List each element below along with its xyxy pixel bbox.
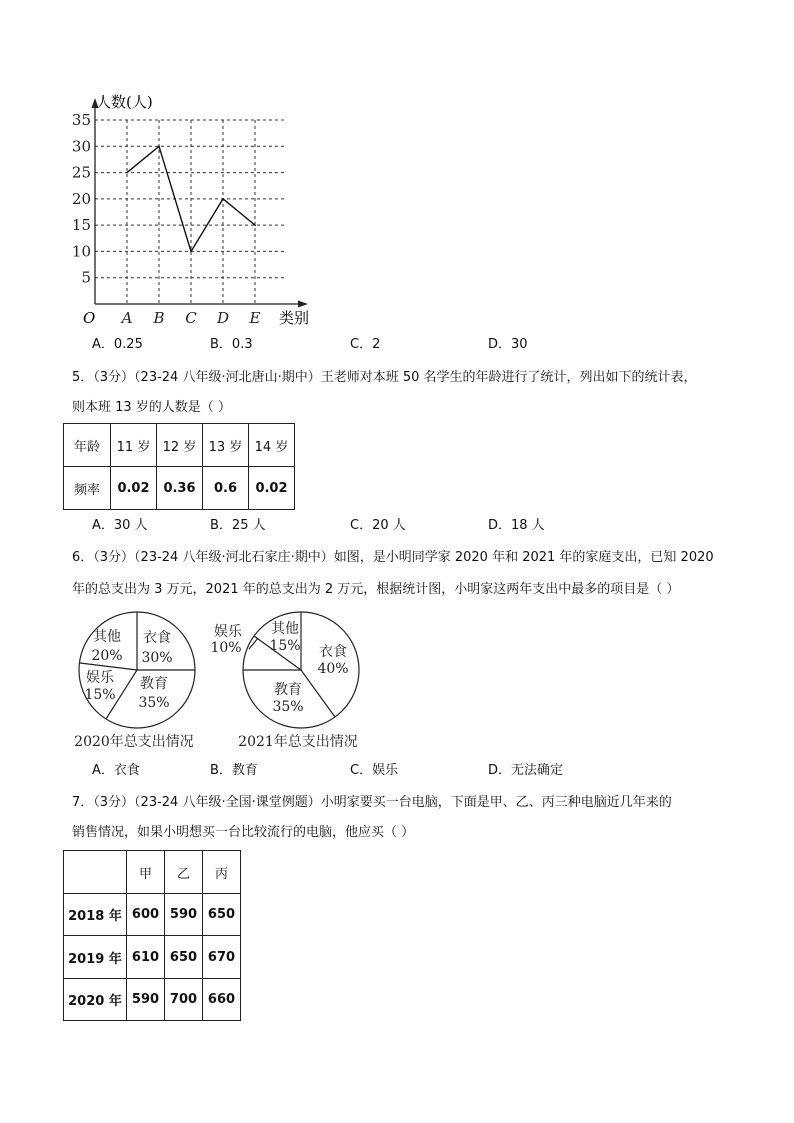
q5-option-d[interactable]: D．18 人 bbox=[488, 518, 545, 533]
x-tick-label: D bbox=[216, 309, 230, 327]
x-tick-label: E bbox=[249, 309, 261, 327]
q7-row-label: 2019 年 bbox=[64, 936, 127, 979]
q7-header-cell: 丙 bbox=[203, 851, 241, 894]
q7-cell: 700 bbox=[165, 979, 203, 1021]
chart-grid bbox=[95, 120, 287, 304]
pie-2020-pct-ent: 15% bbox=[84, 687, 116, 703]
data-point bbox=[190, 251, 192, 253]
pie-2020-divider bbox=[80, 663, 137, 670]
pie-2020-label-ent: 娱乐 bbox=[86, 670, 114, 686]
y-tick-label: 10 bbox=[71, 242, 91, 261]
y-tick-label: 15 bbox=[71, 216, 91, 235]
pie-2021-label-food: 衣食 bbox=[319, 644, 347, 660]
q5-cell: 0.6 bbox=[203, 467, 249, 510]
q5-header-cell: 13 岁 bbox=[203, 424, 249, 467]
data-point bbox=[222, 198, 224, 200]
q7-row-label: 2018 年 bbox=[64, 894, 127, 936]
pie-2021-divider bbox=[301, 670, 335, 717]
q5-header-cell: 12 岁 bbox=[157, 424, 203, 467]
q5-frequency-table bbox=[63, 423, 295, 510]
x-tick-label: A bbox=[121, 309, 133, 327]
q6-option-d[interactable]: D．无法确定 bbox=[488, 763, 564, 778]
q7-stem-line2: 销售情况，如果小明想买一台比较流行的电脑，他应买（ ） bbox=[72, 825, 415, 840]
q6-stem-line2: 年的总支出为 3 万元，2021 年的总支出为 2 万元，根据统计图，小明家这两年支出中最多的项目是（ ） bbox=[72, 582, 680, 597]
q6-option-c[interactable]: C．娱乐 bbox=[350, 763, 399, 778]
q7-cell: 650 bbox=[165, 936, 203, 979]
q5-cell: 0.02 bbox=[111, 467, 157, 510]
q5-header-cell: 11 岁 bbox=[111, 424, 157, 467]
line-chart bbox=[60, 88, 330, 333]
q4-option-b[interactable]: B．0.3 bbox=[210, 337, 253, 352]
q7-row-label: 2020 年 bbox=[64, 979, 127, 1021]
x-axis-label: 类别 bbox=[279, 309, 310, 327]
q7-sales-table bbox=[63, 850, 241, 1021]
q6-option-a[interactable]: A．衣食 bbox=[92, 763, 140, 778]
q7-stem-line1: 7．（3分）（23-24 八年级·全国·课堂例题）小明家要买一台电脑，下面是甲、乙、丙三种电脑近几年来的 bbox=[72, 795, 672, 810]
q7-cell: 600 bbox=[127, 894, 165, 936]
y-tick-label: 20 bbox=[71, 189, 91, 208]
pie-2020-pct-other: 20% bbox=[91, 648, 123, 664]
q7-header-cell bbox=[64, 851, 127, 894]
y-tick-label: 30 bbox=[71, 137, 91, 156]
q4-option-a[interactable]: A．0.25 bbox=[92, 337, 143, 352]
data-point bbox=[158, 145, 160, 147]
pie-2021-label-edu: 教育 bbox=[274, 682, 302, 698]
q5-option-b[interactable]: B．25 人 bbox=[210, 518, 266, 533]
q7-header-cell: 乙 bbox=[165, 851, 203, 894]
q4-option-d[interactable]: D．30 bbox=[488, 337, 528, 352]
pie-2021-label-other: 其他 bbox=[271, 621, 299, 637]
q7-cell: 610 bbox=[127, 936, 165, 979]
pie-2020-label-food: 衣食 bbox=[143, 630, 171, 646]
q7-cell: 650 bbox=[203, 894, 241, 936]
pie-2021-pct-ent: 10% bbox=[210, 640, 242, 656]
data-point bbox=[126, 172, 128, 174]
pie-2021-label-ent: 娱乐 bbox=[214, 624, 242, 640]
q6-stem-line1: 6．（3分）（23-24 八年级·河北石家庄·期中）如图，是小明同学家 2020 年和 2021 年的家庭支出，已知 2020 bbox=[72, 550, 714, 565]
chart-axes bbox=[92, 98, 309, 308]
y-tick-label: 5 bbox=[81, 268, 91, 287]
x-tick-label: C bbox=[185, 309, 197, 327]
pie-2020-label-edu: 教育 bbox=[140, 676, 168, 692]
q6-option-b[interactable]: B．教育 bbox=[210, 763, 258, 778]
q5-option-c[interactable]: C．20 人 bbox=[350, 518, 406, 533]
pie-2020-label-other: 其他 bbox=[93, 629, 121, 645]
x-tick-label: B bbox=[153, 309, 165, 327]
q5-stem-line2: 则本班 13 岁的人数是（ ） bbox=[72, 400, 231, 415]
pie-2021-pct-other: 15% bbox=[269, 638, 301, 654]
q7-cell: 670 bbox=[203, 936, 241, 979]
y-tick-label: 25 bbox=[71, 163, 91, 182]
q7-cell: 590 bbox=[127, 979, 165, 1021]
q5-stem-line1: 5．（3分）（23-24 八年级·河北唐山·期中）王老师对本班 50 名学生的年龄进行了统计，列出如下的统计表， bbox=[72, 370, 697, 385]
y-axis-label: 人数(人) bbox=[96, 93, 153, 111]
pie-2021-caption: 2021年总支出情况 bbox=[238, 734, 358, 750]
pie-2020-pct-edu: 35% bbox=[138, 695, 170, 711]
q5-row-label: 频率 bbox=[64, 467, 111, 510]
y-tick-label: 35 bbox=[71, 111, 91, 129]
pie-2021-pct-food: 40% bbox=[317, 661, 349, 677]
q5-option-a[interactable]: A．30 人 bbox=[92, 518, 148, 533]
q7-cell: 590 bbox=[165, 894, 203, 936]
q5-header-cell: 14 岁 bbox=[249, 424, 295, 467]
data-point bbox=[254, 224, 256, 226]
pie-2020-pct-food: 30% bbox=[141, 650, 173, 666]
pie-2021-pct-edu: 35% bbox=[272, 699, 304, 715]
q5-cell: 0.02 bbox=[249, 467, 295, 510]
pie-2020-caption: 2020年总支出情况 bbox=[74, 734, 194, 750]
x-axis-arrow bbox=[298, 301, 308, 308]
q5-cell: 0.36 bbox=[157, 467, 203, 510]
q4-option-c[interactable]: C．2 bbox=[350, 337, 381, 352]
pie-charts bbox=[60, 605, 380, 755]
q5-header-cell: 年龄 bbox=[64, 424, 111, 467]
pie-2021-leader bbox=[249, 638, 258, 649]
q7-cell: 660 bbox=[203, 979, 241, 1021]
origin-label: O bbox=[83, 309, 96, 327]
q7-header-cell: 甲 bbox=[127, 851, 165, 894]
chart-ticks bbox=[72, 111, 261, 327]
